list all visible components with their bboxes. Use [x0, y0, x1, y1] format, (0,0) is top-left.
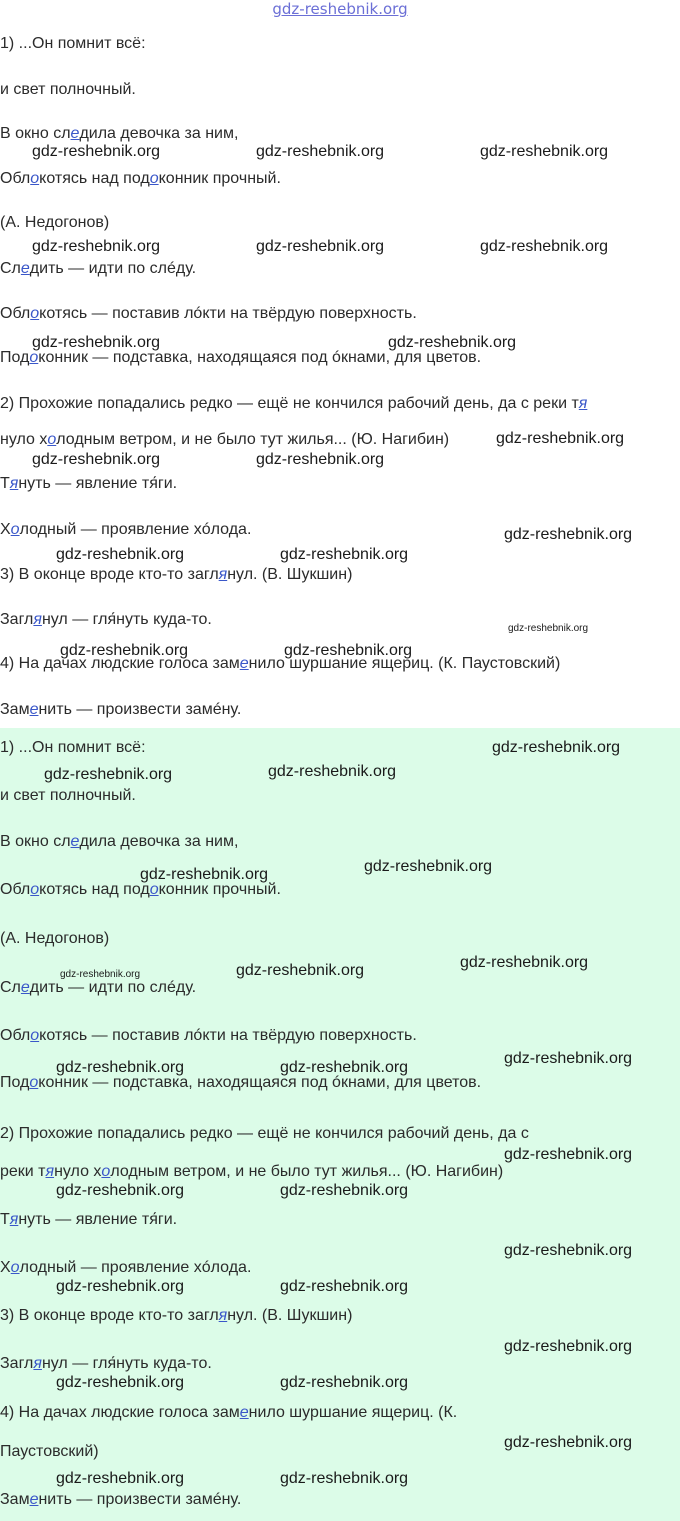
watermark: gdz-reshebnik.org — [140, 866, 269, 883]
text-segment: (А. Недогонов) — [0, 930, 110, 947]
highlighted-vowel: я — [218, 566, 228, 583]
text-segment: Под — [0, 349, 30, 366]
watermark: gdz-reshebnik.org — [256, 143, 385, 160]
highlighted-vowel: о — [10, 521, 20, 538]
text-segment: 2) Прохожие попадались редко — ещё не кончился рабочий день, да с — [0, 1125, 529, 1142]
text-segment: 4) На дачах людские голоса зам — [0, 1404, 240, 1421]
watermark: gdz-reshebnik.org — [60, 969, 141, 980]
text-segment: реки т — [0, 1163, 46, 1180]
text-segment: дила девочка за ним, — [79, 125, 239, 142]
text-line — [0, 259, 196, 279]
text-segment: нить — произвести замéну. — [38, 1491, 242, 1508]
highlighted-vowel: о — [47, 431, 57, 448]
watermark: gdz-reshebnik.org — [504, 1050, 633, 1067]
watermark: gdz-reshebnik.org — [256, 451, 385, 468]
text-segment: нул — гля́нуть куда-то. — [41, 1355, 212, 1372]
text-segment: Сл — [0, 260, 21, 277]
highlighted-vowel: я — [578, 395, 588, 412]
watermark: gdz-reshebnik.org — [504, 526, 633, 543]
highlighted-vowel: я — [33, 611, 42, 628]
highlighted-vowel: е — [29, 1491, 39, 1508]
text-line — [0, 1210, 177, 1230]
highlighted-vowel: о — [29, 349, 39, 366]
text-segment: 3) В оконце вроде кто-то загл — [0, 566, 219, 583]
highlighted-vowel: я — [218, 1307, 228, 1324]
highlighted-vowel: о — [101, 1163, 111, 1180]
text-segment: Зам — [0, 1491, 30, 1508]
watermark: gdz-reshebnik.org — [504, 1338, 633, 1355]
text-segment: Зам — [0, 701, 30, 718]
text-segment: Обл — [0, 170, 31, 187]
site-header[interactable] — [0, 0, 680, 22]
watermark: gdz-reshebnik.org — [480, 238, 609, 255]
watermark: gdz-reshebnik.org — [44, 766, 173, 783]
watermark: gdz-reshebnik.org — [480, 143, 609, 160]
watermark: gdz-reshebnik.org — [280, 1059, 409, 1076]
watermark: gdz-reshebnik.org — [56, 1374, 185, 1391]
text-line — [0, 474, 177, 494]
watermark: gdz-reshebnik.org — [32, 334, 161, 351]
text-segment: 4) На дачах людские голоса зам — [0, 655, 240, 672]
text-segment: конник — подставка, находящаяся под óкнами, для цветов. — [38, 1074, 482, 1091]
text-segment: В окно сл — [0, 833, 71, 850]
text-segment: Загл — [0, 611, 34, 628]
text-line — [0, 978, 196, 998]
answer-section-2 — [0, 728, 680, 1521]
text-segment: Т — [0, 1211, 10, 1228]
watermark: gdz-reshebnik.org — [268, 763, 397, 780]
text-line — [0, 1490, 241, 1510]
text-segment: нул — гля́нуть куда-то. — [41, 611, 212, 628]
text-segment: Загл — [0, 1355, 34, 1372]
text-segment: лодным ветром, и не было тут жилья... (Ю. Нагибин) — [110, 1163, 504, 1180]
text-line — [0, 304, 417, 324]
text-segment: котясь — поставив лóкти на твёрдую поверхность. — [39, 1027, 417, 1044]
text-segment: нул. (В. Шукшин) — [227, 1307, 353, 1324]
text-segment: 3) В оконце вроде кто-то загл — [0, 1307, 219, 1324]
watermark: gdz-reshebnik.org — [56, 1470, 185, 1487]
text-segment: нуло х — [0, 431, 48, 448]
text-line — [0, 1403, 457, 1423]
text-segment: дить — идти по слéду. — [29, 979, 197, 996]
text-line — [0, 738, 146, 758]
watermark: gdz-reshebnik.org — [280, 1470, 409, 1487]
text-line — [0, 786, 136, 806]
watermark: gdz-reshebnik.org — [284, 642, 413, 659]
highlighted-vowel: о — [149, 881, 159, 898]
text-segment: 1) ...Он помнит всё: — [0, 35, 146, 52]
text-segment: конник — подставка, находящаяся под óкнами, для цветов. — [38, 349, 482, 366]
text-segment: нить — произвести замéну. — [38, 701, 242, 718]
watermark: gdz-reshebnik.org — [280, 546, 409, 563]
highlighted-vowel: я — [33, 1355, 42, 1372]
highlighted-vowel: е — [29, 701, 39, 718]
text-segment: Обл — [0, 881, 31, 898]
watermark: gdz-reshebnik.org — [508, 623, 589, 634]
watermark: gdz-reshebnik.org — [496, 430, 625, 447]
highlighted-vowel: о — [29, 1074, 39, 1091]
text-segment: Обл — [0, 1027, 31, 1044]
highlighted-vowel: о — [10, 1259, 20, 1276]
highlighted-vowel: е — [20, 979, 30, 996]
highlighted-vowel: о — [149, 170, 159, 187]
text-line — [0, 1162, 503, 1182]
watermark: gdz-reshebnik.org — [56, 1059, 185, 1076]
watermark: gdz-reshebnik.org — [60, 642, 189, 659]
watermark: gdz-reshebnik.org — [504, 1146, 633, 1163]
text-segment: Т — [0, 475, 10, 492]
text-line — [0, 394, 587, 414]
text-line — [0, 565, 352, 585]
watermark: gdz-reshebnik.org — [56, 546, 185, 563]
text-segment: дила девочка за ним, — [79, 833, 239, 850]
highlighted-vowel: о — [30, 305, 40, 322]
text-line — [0, 34, 146, 54]
watermark: gdz-reshebnik.org — [504, 1242, 633, 1259]
text-segment: нул. (В. Шукшин) — [227, 566, 353, 583]
highlighted-vowel: я — [45, 1163, 55, 1180]
text-line — [0, 520, 251, 540]
watermark: gdz-reshebnik.org — [56, 1182, 185, 1199]
text-segment: нуть — явление тя́ги. — [18, 475, 178, 492]
watermark: gdz-reshebnik.org — [280, 1182, 409, 1199]
text-segment: лодным ветром, и не было тут жилья... (Ю. Нагибин) — [56, 431, 450, 448]
text-segment: нило шуршание ящериц. (К. Паустовский) — [248, 655, 561, 672]
highlighted-vowel: о — [30, 170, 40, 187]
text-segment: котясь — поставив лóкти на твёрдую поверхность. — [39, 305, 417, 322]
text-line — [0, 700, 241, 720]
text-line — [0, 1442, 99, 1462]
highlighted-vowel: е — [20, 260, 30, 277]
text-segment: нуло х — [54, 1163, 102, 1180]
text-segment: лодный — проявление хóлода. — [19, 521, 252, 538]
text-line — [0, 80, 136, 100]
text-segment: и свет полночный. — [0, 787, 136, 804]
text-segment: Х — [0, 1259, 11, 1276]
highlighted-vowel: е — [239, 1404, 249, 1421]
text-segment: Х — [0, 521, 11, 538]
highlighted-vowel: е — [239, 655, 249, 672]
watermark: gdz-reshebnik.org — [32, 143, 161, 160]
watermark: gdz-reshebnik.org — [280, 1374, 409, 1391]
watermark: gdz-reshebnik.org — [56, 1278, 185, 1295]
watermark: gdz-reshebnik.org — [492, 739, 621, 756]
text-segment: и свет полночный. — [0, 81, 136, 98]
text-segment: лодный — проявление хóлода. — [19, 1259, 252, 1276]
watermark: gdz-reshebnik.org — [280, 1278, 409, 1295]
text-segment: (А. Недогонов) — [0, 214, 110, 231]
text-segment: нуть — явление тя́ги. — [18, 1211, 178, 1228]
text-segment: 2) Прохожие попадались редко — ещё не кончился рабочий день, да с реки т — [0, 395, 579, 412]
text-line — [0, 832, 238, 852]
text-line — [0, 124, 238, 144]
watermark: gdz-reshebnik.org — [32, 451, 161, 468]
text-line — [0, 1354, 212, 1374]
text-line — [0, 610, 212, 630]
highlighted-vowel: о — [30, 881, 40, 898]
text-line — [0, 430, 449, 450]
watermark: gdz-reshebnik.org — [504, 1434, 633, 1451]
text-line — [0, 1124, 529, 1144]
watermark: gdz-reshebnik.org — [364, 858, 493, 875]
text-line — [0, 1258, 251, 1278]
text-line — [0, 1306, 352, 1326]
watermark: gdz-reshebnik.org — [236, 962, 365, 979]
watermark: gdz-reshebnik.org — [32, 238, 161, 255]
text-segment: котясь над под — [39, 881, 150, 898]
text-segment: Паустовский) — [0, 1443, 99, 1460]
text-line — [0, 213, 109, 233]
text-segment: конник прочный. — [158, 170, 281, 187]
watermark: gdz-reshebnik.org — [256, 238, 385, 255]
text-segment: котясь над под — [39, 170, 150, 187]
text-line — [0, 169, 281, 189]
text-segment: Сл — [0, 979, 21, 996]
watermark: gdz-reshebnik.org — [460, 954, 589, 971]
text-segment: Обл — [0, 305, 31, 322]
text-segment: дить — идти по слéду. — [29, 260, 197, 277]
highlighted-vowel: я — [9, 1211, 19, 1228]
text-line — [0, 1026, 417, 1046]
text-segment: Под — [0, 1074, 30, 1091]
text-segment: 1) ...Он помнит всё: — [0, 739, 146, 756]
highlighted-vowel: е — [70, 833, 80, 850]
highlighted-vowel: о — [30, 1027, 40, 1044]
highlighted-vowel: е — [70, 125, 80, 142]
site-link[interactable]: gdz-reshebnik.org — [272, 0, 408, 18]
watermark: gdz-reshebnik.org — [388, 334, 517, 351]
text-segment: В окно сл — [0, 125, 71, 142]
text-segment: нило шуршание ящериц. (К. — [248, 1404, 458, 1421]
text-line — [0, 929, 109, 949]
highlighted-vowel: я — [9, 475, 19, 492]
text-segment: конник прочный. — [158, 881, 281, 898]
answer-section-1 — [0, 22, 680, 728]
